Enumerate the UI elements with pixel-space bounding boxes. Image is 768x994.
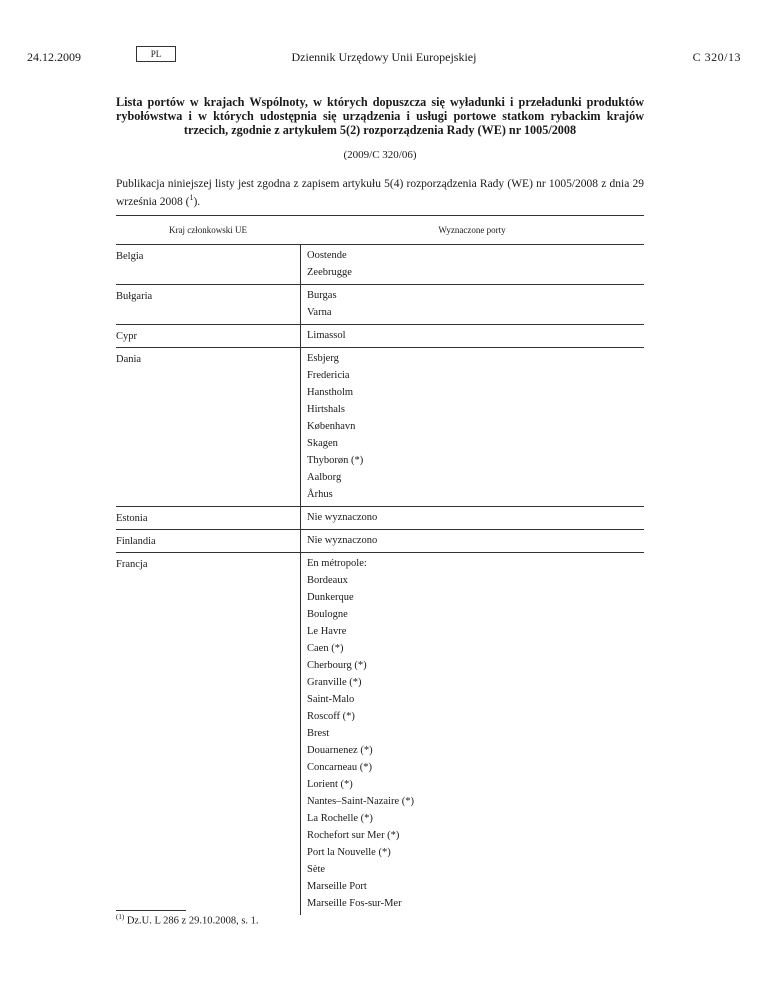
port-item: Marseille Port: [307, 881, 367, 892]
table-row: [116, 348, 644, 507]
port-item: København: [307, 421, 356, 432]
country-cell: Estonia: [116, 513, 148, 524]
table-row: [116, 530, 644, 553]
port-item: Port la Nouvelle (*): [307, 847, 391, 858]
ports-cell: [300, 245, 644, 284]
port-item: Saint-Malo: [307, 694, 355, 705]
port-item: Thyborøn (*): [307, 455, 364, 466]
column-header-country: Kraj członkowski UE: [169, 225, 247, 235]
port-item: Rochefort sur Mer (*): [307, 830, 400, 841]
country-cell: Belgia: [116, 251, 144, 262]
port-item: Brest: [307, 728, 330, 739]
port-item: Boulogne: [307, 609, 348, 620]
port-item: Århus: [307, 489, 333, 500]
port-item: Limassol: [307, 330, 346, 341]
country-cell: Cypr: [116, 331, 137, 342]
port-item: Zeebrugge: [307, 267, 352, 278]
port-item: Nie wyznaczono: [307, 512, 378, 523]
port-item: Hirtshals: [307, 404, 345, 415]
port-item: Bordeaux: [307, 575, 348, 586]
country-cell: Bułgaria: [116, 291, 153, 302]
ports-cell: [300, 553, 644, 915]
country-cell: Francja: [116, 559, 148, 570]
ports-cell: [300, 325, 644, 347]
table-row: [116, 325, 644, 348]
footnote-mark: (1): [116, 913, 125, 921]
port-item: Douarnenez (*): [307, 745, 373, 756]
document-id: (2009/C 320/06): [343, 149, 417, 161]
port-item: Caen (*): [307, 643, 344, 654]
footnote: [116, 913, 259, 927]
ports-cell: [300, 530, 644, 552]
port-item: Oostende: [307, 250, 347, 261]
port-item: Nie wyznaczono: [307, 535, 378, 546]
port-item: Fredericia: [307, 370, 350, 381]
country-cell: Dania: [116, 354, 142, 365]
intro-text: Publikacja niniejszej listy jest zgodna z zapisem artykułu 5(4) rozporządzenia Rady (WE) nr 1005/2008 z dnia 29 września 2008 (: [116, 178, 644, 208]
port-item: Roscoff (*): [307, 711, 355, 722]
country-cell: Finlandia: [116, 536, 156, 547]
port-item: Concarneau (*): [307, 762, 373, 773]
table-body: [116, 245, 644, 915]
port-item: Dunkerque: [307, 592, 354, 603]
language-badge: PL: [136, 46, 176, 62]
table-row: [116, 245, 644, 285]
footnote-text: Dz.U. L 286 z 29.10.2008, s. 1.: [126, 915, 259, 927]
footnote-rule: [116, 910, 186, 911]
port-item: Le Havre: [307, 626, 347, 637]
document-title: Lista portów w krajach Wspólnoty, w których dopuszcza się wyładunki i przeładunki produktów rybołówstwa i w których udostępnia się urządzenia i usługi portowe statkom rybackim krajów trzecich, zgodnie z artykułem 5(2) rozporządzenia Rady (WE) nr 1005/2008: [116, 95, 644, 137]
table-row: [116, 285, 644, 325]
intro-paragraph: [116, 177, 644, 209]
ports-cell: [300, 507, 644, 529]
port-item: Hanstholm: [307, 387, 354, 398]
footnote-ref[interactable]: 1: [189, 193, 194, 202]
ports-table: [116, 215, 644, 915]
journal-title: Dziennik Urzędowy Unii Europejskiej: [291, 50, 477, 64]
title-block: [116, 95, 644, 161]
table-row: [116, 553, 644, 915]
port-item: Sète: [307, 864, 326, 875]
port-item: Skagen: [307, 438, 338, 449]
footnote-mark-number: 1: [118, 913, 122, 921]
port-item: Cherbourg (*): [307, 660, 367, 671]
port-item: Granville (*): [307, 677, 362, 688]
column-header-ports: Wyznaczone porty: [438, 225, 506, 235]
table-row: [116, 507, 644, 530]
port-item: Aalborg: [307, 472, 342, 483]
port-item: La Rochelle (*): [307, 813, 373, 824]
intro-text-end: ).: [193, 195, 201, 208]
ports-cell: [300, 348, 644, 506]
port-item: Nantes–Saint-Nazaire (*): [307, 796, 414, 807]
port-item: Burgas: [307, 290, 337, 301]
port-item: Varna: [307, 307, 332, 318]
page-header: [0, 0, 768, 80]
port-item: Esbjerg: [307, 353, 339, 364]
table-header: [116, 216, 644, 244]
ports-cell: [300, 285, 644, 324]
publication-date: 24.12.2009: [27, 50, 81, 64]
port-item: Marseille Fos-sur-Mer: [307, 898, 402, 909]
port-item: Lorient (*): [307, 779, 353, 790]
port-item: En métropole:: [307, 558, 367, 569]
page-reference: C 320/13: [692, 50, 741, 64]
